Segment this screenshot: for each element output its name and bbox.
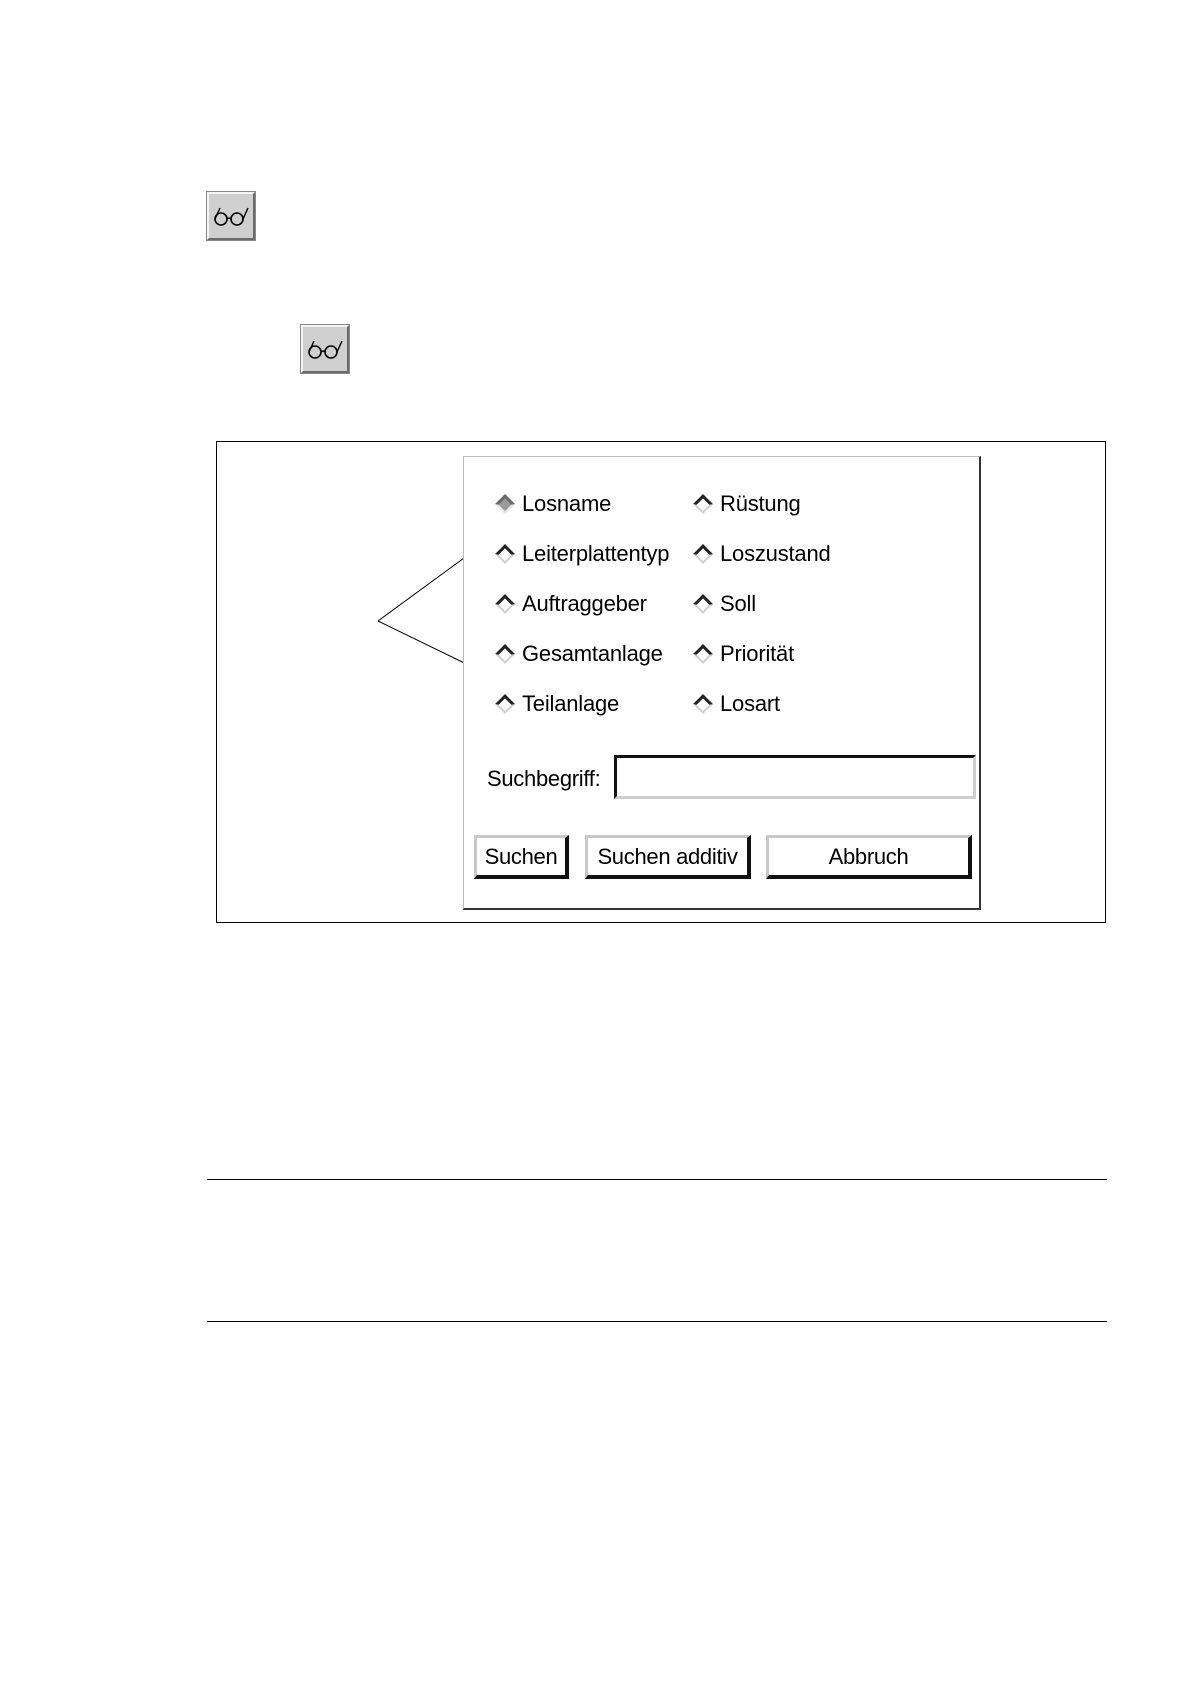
radio-indicator <box>495 644 515 664</box>
divider-bottom <box>207 1321 1107 1322</box>
radio-label: Priorität <box>720 641 794 666</box>
radio-label: Gesamtanlage <box>522 641 663 666</box>
radio-label: Losart <box>720 691 780 716</box>
radio-label: Rüstung <box>720 491 801 516</box>
radio-indicator <box>495 594 515 614</box>
radio-ruestung[interactable] <box>692 489 801 519</box>
radio-label: Soll <box>720 591 756 616</box>
divider-top <box>207 1179 1107 1180</box>
radio-indicator <box>495 544 515 564</box>
radio-label: Losname <box>522 491 612 516</box>
radio-indicator <box>693 544 713 564</box>
search-term-label: Suchbegriff: <box>487 766 601 791</box>
radio-indicator <box>495 694 515 714</box>
radio-selected-indicator <box>495 494 515 514</box>
radio-gesamtanlage[interactable] <box>494 639 663 669</box>
radio-teilanlage[interactable] <box>494 689 619 719</box>
radio-loszustand[interactable] <box>692 539 831 569</box>
radio-losart[interactable] <box>692 689 780 719</box>
radio-label: Loszustand <box>720 541 831 566</box>
radio-auftraggeber[interactable] <box>494 589 647 619</box>
radio-indicator <box>693 694 713 714</box>
radio-leiterplattentyp[interactable] <box>494 539 669 569</box>
search-button[interactable]: Suchen <box>474 835 569 879</box>
search-term-input[interactable] <box>614 755 976 799</box>
radio-prioritaet[interactable] <box>692 639 794 669</box>
radio-indicator <box>693 594 713 614</box>
radio-indicator <box>693 644 713 664</box>
search-additive-button[interactable]: Suchen additiv <box>585 835 751 879</box>
search-dialog <box>463 456 981 910</box>
radio-label: Auftraggeber <box>522 591 647 616</box>
cancel-button[interactable]: Abbruch <box>766 835 972 879</box>
radio-soll[interactable] <box>692 589 756 619</box>
radio-label: Leiterplattentyp <box>522 541 670 566</box>
radio-losname[interactable] <box>494 489 611 519</box>
radio-label: Teilanlage <box>522 691 620 716</box>
radio-indicator <box>693 494 713 514</box>
